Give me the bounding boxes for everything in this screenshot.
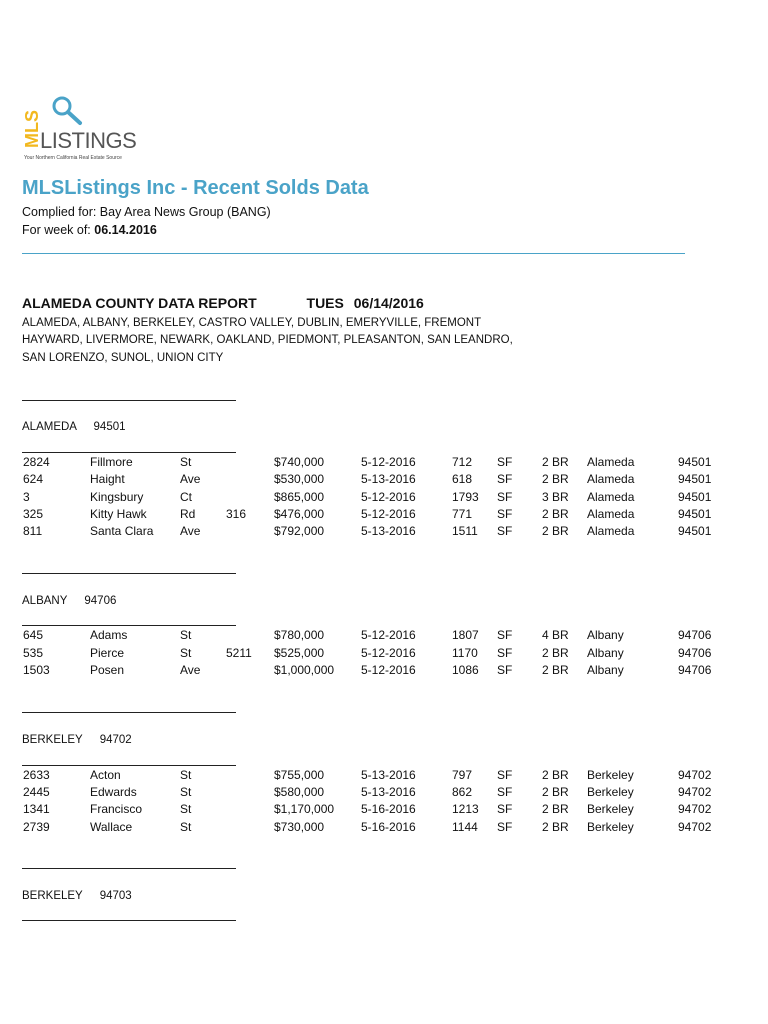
zip-code: 94501	[678, 455, 712, 469]
street-type: Ave	[180, 663, 201, 677]
sale-price: $1,170,000	[274, 802, 335, 816]
property-type: SF	[497, 820, 513, 834]
report-title-text: ALAMEDA COUNTY DATA REPORT	[22, 295, 257, 311]
street-name: Posen	[90, 663, 125, 677]
zip-code: 94706	[678, 663, 712, 677]
property-type: SF	[497, 785, 513, 799]
square-feet: 1511	[452, 524, 478, 538]
city: Berkeley	[587, 802, 634, 816]
sale-date: 5-12-2016	[361, 507, 416, 521]
street-number: 811	[23, 524, 43, 538]
street-type: Rd	[180, 507, 196, 521]
street-type: Ave	[180, 472, 201, 486]
street-name: Pierce	[90, 646, 125, 660]
city: Berkeley	[587, 820, 634, 834]
zip-code: 94501	[678, 507, 712, 521]
square-feet: 1793	[452, 490, 479, 504]
zip-code: 94702	[678, 768, 712, 782]
square-feet: 797	[452, 768, 473, 782]
city: Albany	[587, 646, 624, 660]
section-divider	[22, 920, 236, 921]
sale-date: 5-12-2016	[361, 455, 416, 469]
sale-price: $755,000	[274, 768, 325, 782]
street-type: St	[180, 820, 192, 834]
square-feet: 1170	[452, 646, 478, 660]
street-type: St	[180, 455, 192, 469]
table-row	[0, 785, 768, 801]
zip-code: 94702	[678, 785, 712, 799]
property-type: SF	[497, 628, 513, 642]
zip-code: 94501	[678, 524, 712, 538]
city: Albany	[587, 663, 624, 677]
bedrooms: 2 BR	[542, 768, 569, 782]
logo-mls-text: MLS	[22, 110, 42, 148]
square-feet: 1213	[452, 802, 479, 816]
zip-code: 94501	[678, 472, 712, 486]
table-row	[0, 455, 768, 471]
square-feet: 712	[452, 455, 473, 469]
section-city: BERKELEY	[22, 734, 83, 746]
street-type: St	[180, 646, 192, 660]
street-number: 1503	[23, 663, 50, 677]
section-city: ALBANY	[22, 595, 68, 607]
sale-price: $780,000	[274, 628, 325, 642]
property-type: SF	[497, 455, 513, 469]
sale-price: $865,000	[274, 490, 325, 504]
sale-date: 5-13-2016	[361, 785, 416, 799]
city: Berkeley	[587, 768, 634, 782]
property-type: SF	[497, 768, 513, 782]
city: Alameda	[587, 507, 635, 521]
section-zip: 94703	[99, 890, 132, 902]
bedrooms: 2 BR	[542, 802, 569, 816]
bedrooms: 2 BR	[542, 820, 569, 834]
property-type: SF	[497, 472, 513, 486]
sale-date: 5-12-2016	[361, 490, 416, 504]
table-row	[0, 472, 768, 488]
section-heading	[22, 734, 132, 746]
table-row	[0, 524, 768, 540]
report-day: TUES	[306, 295, 344, 311]
sale-price: $476,000	[274, 507, 325, 521]
square-feet: 1144	[452, 820, 478, 834]
street-type: St	[180, 628, 192, 642]
section-heading	[22, 421, 126, 433]
unit-number: 5211	[226, 646, 252, 660]
property-type: SF	[497, 507, 513, 521]
table-row	[0, 507, 768, 523]
street-type: Ave	[180, 524, 201, 538]
sale-date: 5-12-2016	[361, 646, 416, 660]
table-row	[0, 802, 768, 818]
section-divider	[22, 712, 236, 713]
city: Berkeley	[587, 785, 634, 799]
city: Alameda	[587, 472, 635, 486]
section-divider	[22, 765, 236, 766]
city: Alameda	[587, 524, 635, 538]
sale-price: $792,000	[274, 524, 325, 538]
compiled-for-line: Complied for: Bay Area News Group (BANG)	[22, 205, 271, 219]
city: Alameda	[587, 490, 635, 504]
bedrooms: 2 BR	[542, 663, 569, 677]
sale-price: $525,000	[274, 646, 325, 660]
unit-number: 316	[226, 507, 247, 521]
bedrooms: 2 BR	[542, 455, 569, 469]
section-city: ALAMEDA	[22, 421, 77, 433]
bedrooms: 2 BR	[542, 507, 569, 521]
street-type: St	[180, 768, 192, 782]
section-zip: 94706	[84, 595, 117, 607]
section-divider	[22, 400, 236, 401]
city: Albany	[587, 628, 624, 642]
sale-date: 5-13-2016	[361, 524, 416, 538]
week-of-line	[22, 223, 157, 237]
square-feet: 771	[452, 507, 473, 521]
header-divider	[22, 253, 685, 254]
sale-date: 5-16-2016	[361, 820, 416, 834]
section-heading	[22, 595, 116, 607]
square-feet: 618	[452, 472, 473, 486]
sale-date: 5-13-2016	[361, 768, 416, 782]
table-row	[0, 490, 768, 506]
table-row	[0, 646, 768, 662]
property-type: SF	[497, 524, 513, 538]
cities-line-3: SAN LORENZO, SUNOL, UNION CITY	[22, 352, 224, 364]
cities-line-1: ALAMEDA, ALBANY, BERKELEY, CASTRO VALLEY, DUBLIN, EMERYVILLE, FREMONT	[22, 317, 482, 329]
week-label: For week of:	[22, 223, 91, 237]
street-number: 645	[23, 628, 44, 642]
report-title	[22, 295, 424, 311]
street-number: 1341	[23, 802, 50, 816]
street-number: 2633	[23, 768, 50, 782]
street-number: 2739	[23, 820, 50, 834]
bedrooms: 2 BR	[542, 472, 569, 486]
street-number: 624	[23, 472, 44, 486]
zip-code: 94706	[678, 646, 712, 660]
street-number: 2445	[23, 785, 50, 799]
street-name: Fillmore	[90, 455, 133, 469]
week-value: 06.14.2016	[94, 223, 157, 237]
report-date: 06/14/2016	[353, 295, 424, 311]
table-row	[0, 628, 768, 644]
street-name: Haight	[90, 472, 125, 486]
section-heading	[22, 890, 132, 902]
street-name: Francisco	[90, 802, 143, 816]
bedrooms: 4 BR	[542, 628, 569, 642]
zip-code: 94702	[678, 820, 712, 834]
sale-date: 5-16-2016	[361, 802, 416, 816]
section-divider	[22, 573, 236, 574]
section-zip: 94501	[93, 421, 126, 433]
section-divider	[22, 452, 236, 453]
page-title: MLSListings Inc - Recent Solds Data	[22, 177, 369, 199]
property-type: SF	[497, 802, 513, 816]
street-number: 3	[23, 490, 30, 504]
logo-tagline: Your Northern California Real Estate Source	[24, 155, 122, 161]
street-number: 535	[23, 646, 44, 660]
square-feet: 1086	[452, 663, 479, 677]
street-name: Kitty Hawk	[90, 507, 147, 521]
sale-date: 5-12-2016	[361, 628, 416, 642]
street-type: Ct	[180, 490, 192, 504]
property-type: SF	[497, 663, 513, 677]
city: Alameda	[587, 455, 635, 469]
sale-price: $740,000	[274, 455, 325, 469]
property-type: SF	[497, 490, 513, 504]
street-name: Santa Clara	[90, 524, 154, 538]
section-divider	[22, 868, 236, 869]
zip-code: 94501	[678, 490, 712, 504]
zip-code: 94706	[678, 628, 712, 642]
street-type: St	[180, 785, 192, 799]
street-number: 325	[23, 507, 44, 521]
street-name: Wallace	[90, 820, 133, 834]
sale-date: 5-12-2016	[361, 663, 416, 677]
table-row	[0, 820, 768, 836]
street-name: Adams	[90, 628, 128, 642]
sale-price: $580,000	[274, 785, 325, 799]
property-type: SF	[497, 646, 513, 660]
cities-line-2: HAYWARD, LIVERMORE, NEWARK, OAKLAND, PIEDMONT, PLEASANTON, SAN LEANDRO,	[22, 334, 513, 346]
street-name: Kingsbury	[90, 490, 144, 504]
table-row	[0, 768, 768, 784]
mls-listings-logo	[22, 92, 162, 164]
bedrooms: 3 BR	[542, 490, 569, 504]
bedrooms: 2 BR	[542, 524, 569, 538]
section-divider	[22, 625, 236, 626]
sale-price: $1,000,000	[274, 663, 335, 677]
street-type: St	[180, 802, 192, 816]
table-row	[0, 663, 768, 679]
section-city: BERKELEY	[22, 890, 83, 902]
sale-date: 5-13-2016	[361, 472, 416, 486]
section-zip: 94702	[99, 734, 132, 746]
square-feet: 862	[452, 785, 473, 799]
logo-listings-text: LISTINGS	[40, 128, 137, 153]
bedrooms: 2 BR	[542, 646, 569, 660]
zip-code: 94702	[678, 802, 712, 816]
sale-price: $530,000	[274, 472, 325, 486]
street-number: 2824	[23, 455, 50, 469]
square-feet: 1807	[452, 628, 479, 642]
street-name: Acton	[90, 768, 121, 782]
bedrooms: 2 BR	[542, 785, 569, 799]
sale-price: $730,000	[274, 820, 325, 834]
street-name: Edwards	[90, 785, 137, 799]
